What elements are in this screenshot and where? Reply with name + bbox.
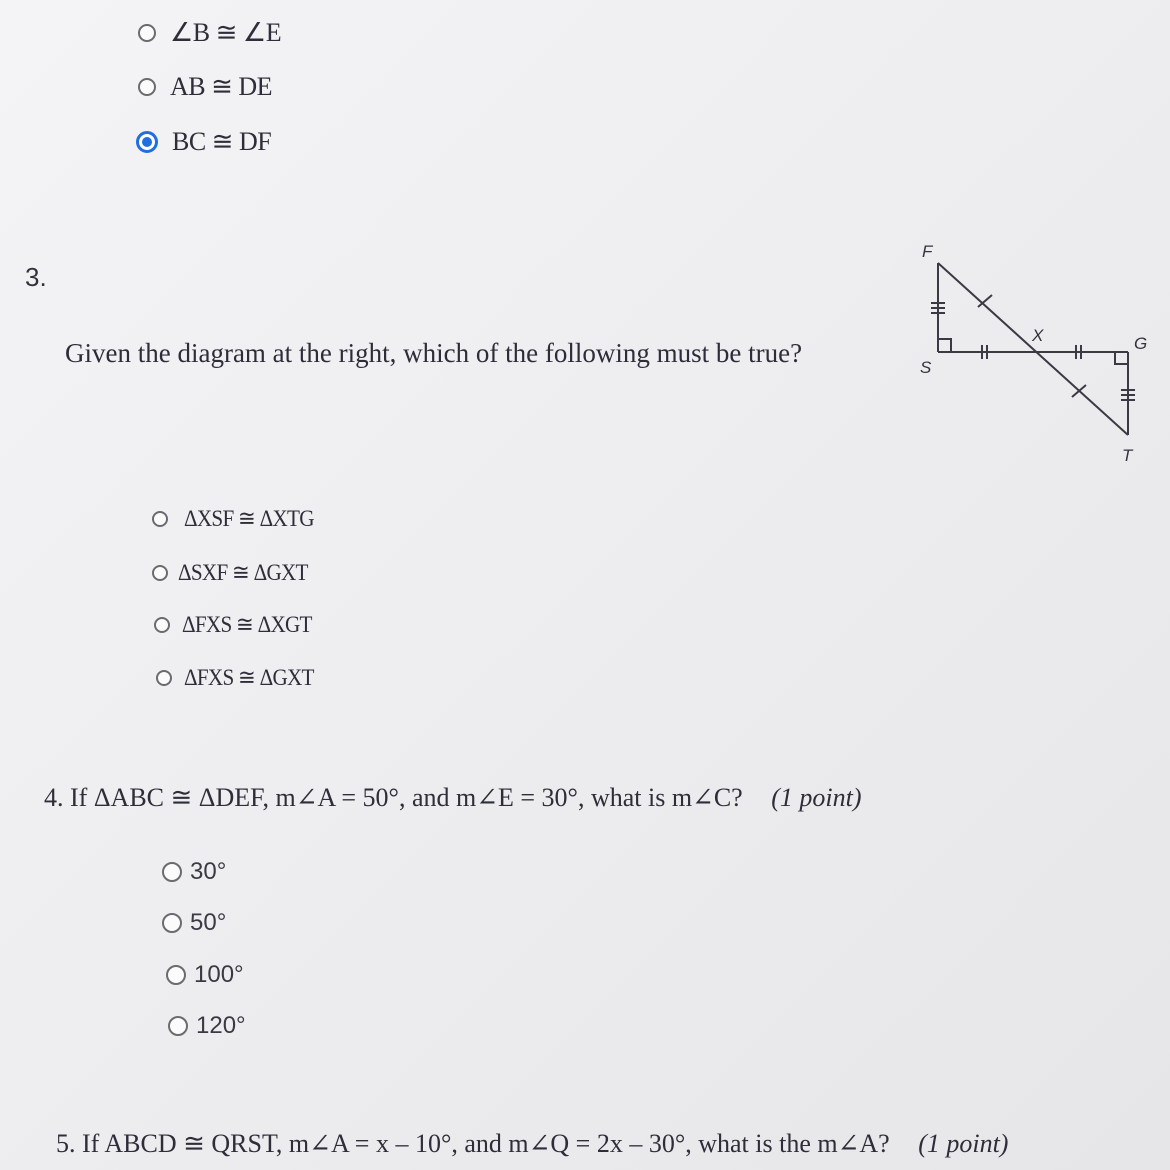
question-3-prompt: Given the diagram at the right, which of the following must be true? [65, 338, 803, 368]
q3-option-2-label: ΔSXF ≅ ΔGXT [178, 560, 308, 585]
q2-option-3-radio-selected[interactable] [136, 131, 158, 153]
q3-option-3-radio[interactable] [154, 617, 170, 633]
q2-option-2[interactable] [138, 72, 272, 102]
q2-option-2-label: AB ≅ DE [170, 72, 273, 101]
question-5-text [56, 1129, 1008, 1159]
diagram-line-ft [938, 263, 1128, 435]
q3-option-4-label: ΔFXS ≅ ΔGXT [184, 665, 314, 690]
q3-option-1[interactable] [152, 506, 325, 532]
question-5-prompt: 5. If ABCD ≅ QRST, m∠A = x – 10°, and m∠Q = 2x – 30°, what is the m∠A? [56, 1129, 890, 1158]
q4-option-4[interactable] [168, 1012, 246, 1040]
q3-option-2-radio[interactable] [152, 565, 168, 581]
q2-option-1-label: ∠B ≅ ∠E [170, 18, 282, 47]
q4-option-2-radio[interactable] [162, 913, 182, 933]
q4-option-4-radio[interactable] [168, 1016, 188, 1036]
diagram-label-t: T [1122, 446, 1133, 465]
q2-option-1-radio[interactable] [138, 24, 156, 42]
q4-option-2[interactable] [162, 909, 226, 937]
question-4-text [44, 783, 861, 813]
question-5-points: (1 point) [918, 1129, 1009, 1158]
q3-option-2[interactable] [152, 560, 319, 586]
q4-option-1-label: 30° [190, 858, 227, 885]
right-angle-mark-g [1115, 352, 1128, 364]
q2-option-3[interactable] [136, 127, 271, 157]
q4-option-1-radio[interactable] [162, 862, 182, 882]
q2-option-1[interactable] [138, 18, 281, 48]
q3-option-1-radio[interactable] [152, 511, 168, 527]
q2-option-2-radio[interactable] [138, 78, 156, 96]
triangle-diagram [900, 235, 1160, 470]
diagram-label-f: F [922, 242, 933, 261]
q4-option-3-radio[interactable] [166, 965, 186, 985]
q3-option-1-label: ΔXSF ≅ ΔXTG [184, 506, 314, 531]
q4-option-3[interactable] [166, 961, 244, 989]
q3-option-4[interactable] [156, 665, 325, 691]
q3-option-3-label: ΔFXS ≅ ΔXGT [182, 612, 312, 637]
q3-option-3[interactable] [154, 612, 323, 638]
q4-option-3-label: 100° [194, 961, 244, 988]
q4-option-4-label: 120° [196, 1012, 246, 1039]
diagram-label-s: S [920, 358, 932, 377]
diagram-label-g: G [1134, 334, 1148, 353]
diagram-label-x: X [1032, 326, 1044, 345]
question-4-prompt: 4. If ΔABC ≅ ΔDEF, m∠A = 50°, and m∠E = 30°, what is m∠C? [44, 783, 743, 812]
q3-option-4-radio[interactable] [156, 670, 172, 686]
right-angle-mark-s [938, 339, 951, 352]
q2-option-3-label: BC ≅ DF [172, 127, 272, 156]
q4-option-2-label: 50° [190, 909, 227, 936]
q4-option-1[interactable] [162, 858, 226, 886]
question-4-points: (1 point) [771, 783, 862, 812]
question-3-number: 3. [25, 262, 47, 292]
